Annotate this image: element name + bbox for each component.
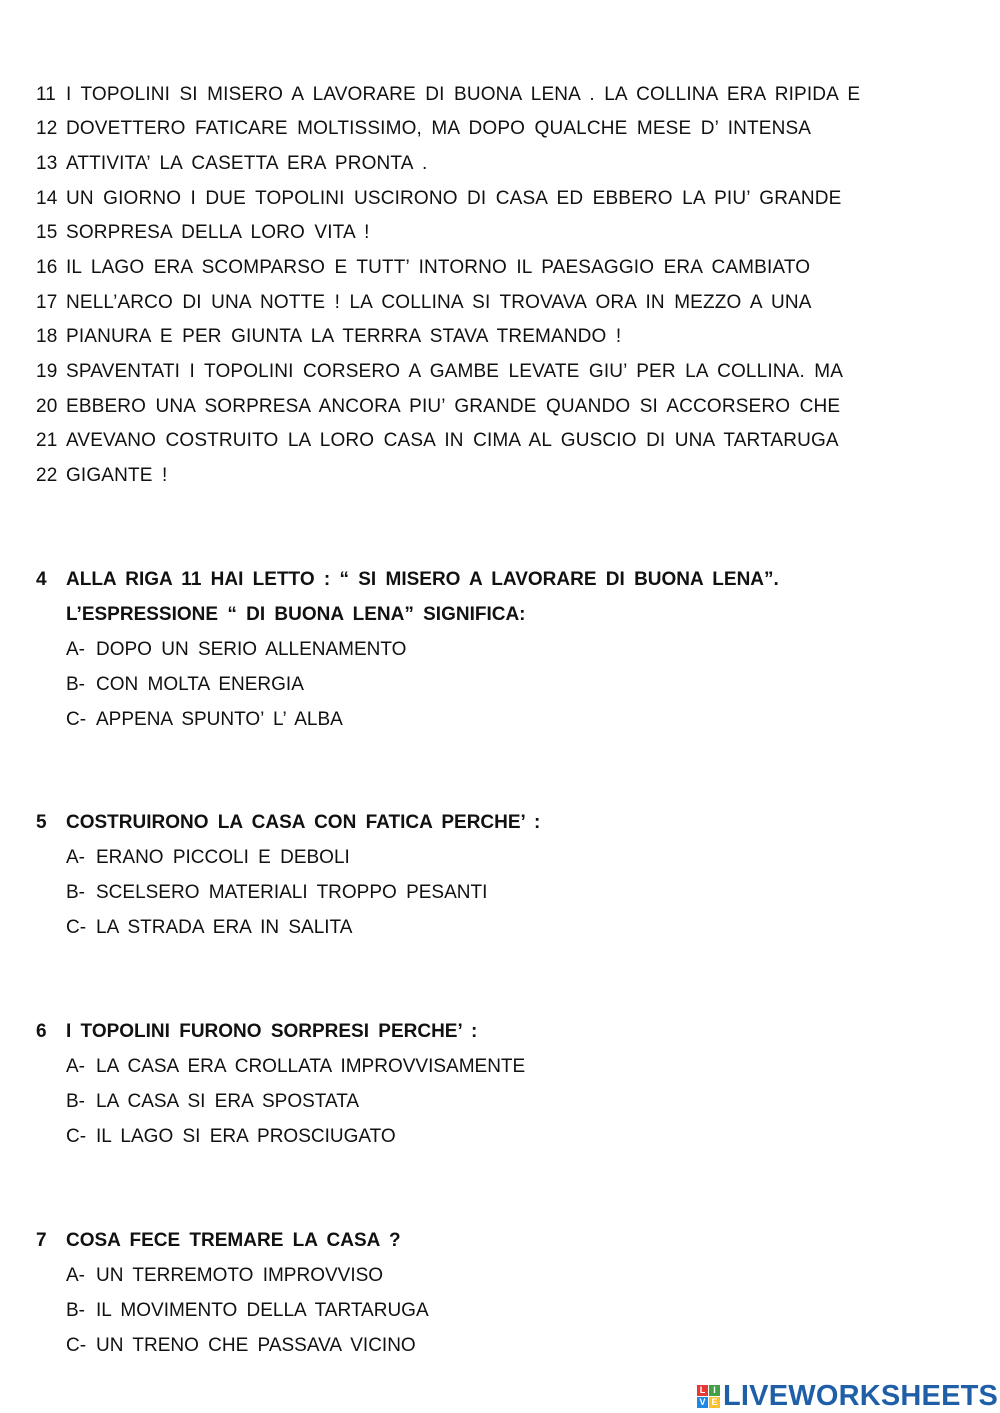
answer-option-b[interactable]: B- CON MOLTA ENERGIA [66, 674, 304, 695]
question-number: 4 [36, 569, 47, 590]
question-7 [36, 1230, 429, 1370]
line-text: ATTIVITA’ LA CASETTA ERA PRONTA . [66, 153, 428, 174]
line-number: 20 [36, 396, 58, 417]
question-4 [36, 569, 779, 744]
question-number: 6 [36, 1021, 47, 1042]
line-number: 16 [36, 257, 58, 278]
question-5 [36, 812, 540, 952]
answer-option-c[interactable]: C- UN TRENO CHE PASSAVA VICINO [66, 1335, 416, 1356]
story-line [36, 326, 621, 348]
story-line [36, 222, 370, 244]
line-number: 19 [36, 361, 58, 382]
answer-option-a[interactable]: A- UN TERREMOTO IMPROVVISO [66, 1265, 384, 1286]
line-text: NELL’ARCO DI UNA NOTTE ! LA COLLINA SI TROVAVA ORA IN MEZZO A UNA [66, 292, 812, 313]
logo-tile: V [697, 1397, 708, 1408]
line-text: EBBERO UNA SORPRESA ANCORA PIU’ GRANDE QUANDO SI ACCORSERO CHE [66, 396, 841, 417]
logo-text: LIVEWORKSHEETS [723, 1379, 999, 1412]
logo-tile: I [709, 1385, 720, 1396]
line-text: UN GIORNO I DUE TOPOLINI USCIRONO DI CASA ED EBBERO LA PIU’ GRANDE [66, 188, 842, 209]
question-prompt: 6 I TOPOLINI FURONO SORPRESI PERCHE’ : [36, 1021, 478, 1042]
answer-option-b[interactable]: B- IL MOVIMENTO DELLA TARTARUGA [66, 1300, 429, 1321]
line-text: I TOPOLINI SI MISERO A LAVORARE DI BUONA LENA . LA COLLINA ERA RIPIDA E [66, 84, 861, 105]
line-number: 13 [36, 153, 58, 174]
question-number: 5 [36, 812, 47, 833]
line-text: SPAVENTATI I TOPOLINI CORSERO A GAMBE LEVATE GIU’ PER LA COLLINA. MA [66, 361, 844, 382]
answer-option-a[interactable]: A- DOPO UN SERIO ALLENAMENTO [66, 639, 407, 660]
story-line [36, 84, 860, 106]
question-prompt: 4 ALLA RIGA 11 HAI LETTO : “ SI MISERO A LAVORARE DI BUONA LENA”. [36, 569, 779, 590]
story-line [36, 361, 843, 383]
line-number: 15 [36, 222, 58, 243]
story-line [36, 118, 811, 140]
answer-option-a[interactable]: A- LA CASA ERA CROLLATA IMPROVVISAMENTE [66, 1056, 526, 1077]
story-line [36, 396, 840, 418]
answer-option-c[interactable]: C- LA STRADA ERA IN SALITA [66, 917, 353, 938]
line-number: 17 [36, 292, 58, 313]
line-number: 22 [36, 465, 58, 486]
story-line [36, 430, 839, 452]
line-number: 18 [36, 326, 58, 347]
line-text: DOVETTERO FATICARE MOLTISSIMO, MA DOPO QUALCHE MESE D’ INTENSA [66, 118, 812, 139]
line-text: AVEVANO COSTRUITO LA LORO CASA IN CIMA AL GUSCIO DI UNA TARTARUGA [66, 430, 839, 451]
line-text: GIGANTE ! [66, 465, 168, 486]
line-number: 21 [36, 430, 58, 451]
question-6 [36, 1021, 525, 1161]
line-number: 14 [36, 188, 58, 209]
answer-option-b[interactable]: B- SCELSERO MATERIALI TROPPO PESANTI [66, 882, 488, 903]
story-line [36, 292, 812, 314]
line-number: 12 [36, 118, 58, 139]
question-prompt: 7 COSA FECE TREMARE LA CASA ? [36, 1230, 401, 1251]
question-prompt-continued: L’ESPRESSIONE “ DI BUONA LENA” SIGNIFICA: [66, 604, 526, 625]
answer-option-a[interactable]: A- ERANO PICCOLI E DEBOLI [66, 847, 350, 868]
logo-tile: E [709, 1397, 720, 1408]
logo-tile: L [697, 1385, 708, 1396]
story-line [36, 257, 810, 279]
answer-option-c[interactable]: C- IL LAGO SI ERA PROSCIUGATO [66, 1126, 396, 1147]
line-text: IL LAGO ERA SCOMPARSO E TUTT’ INTORNO IL PAESAGGIO ERA CAMBIATO [66, 257, 811, 278]
question-prompt: 5 COSTRUIRONO LA CASA CON FATICA PERCHE’ : [36, 812, 541, 833]
story-line [36, 188, 841, 210]
story-line [36, 153, 427, 175]
answer-option-c[interactable]: C- APPENA SPUNTO’ L’ ALBA [66, 709, 343, 730]
line-text: SORPRESA DELLA LORO VITA ! [66, 222, 370, 243]
line-text: PIANURA E PER GIUNTA LA TERRRA STAVA TREMANDO ! [66, 326, 622, 347]
question-number: 7 [36, 1230, 47, 1251]
story-line [36, 465, 167, 487]
liveworksheets-logo[interactable] [697, 1379, 998, 1413]
line-number: 11 [36, 84, 57, 105]
logo-mark-icon [697, 1385, 720, 1408]
answer-option-b[interactable]: B- LA CASA SI ERA SPOSTATA [66, 1091, 360, 1112]
